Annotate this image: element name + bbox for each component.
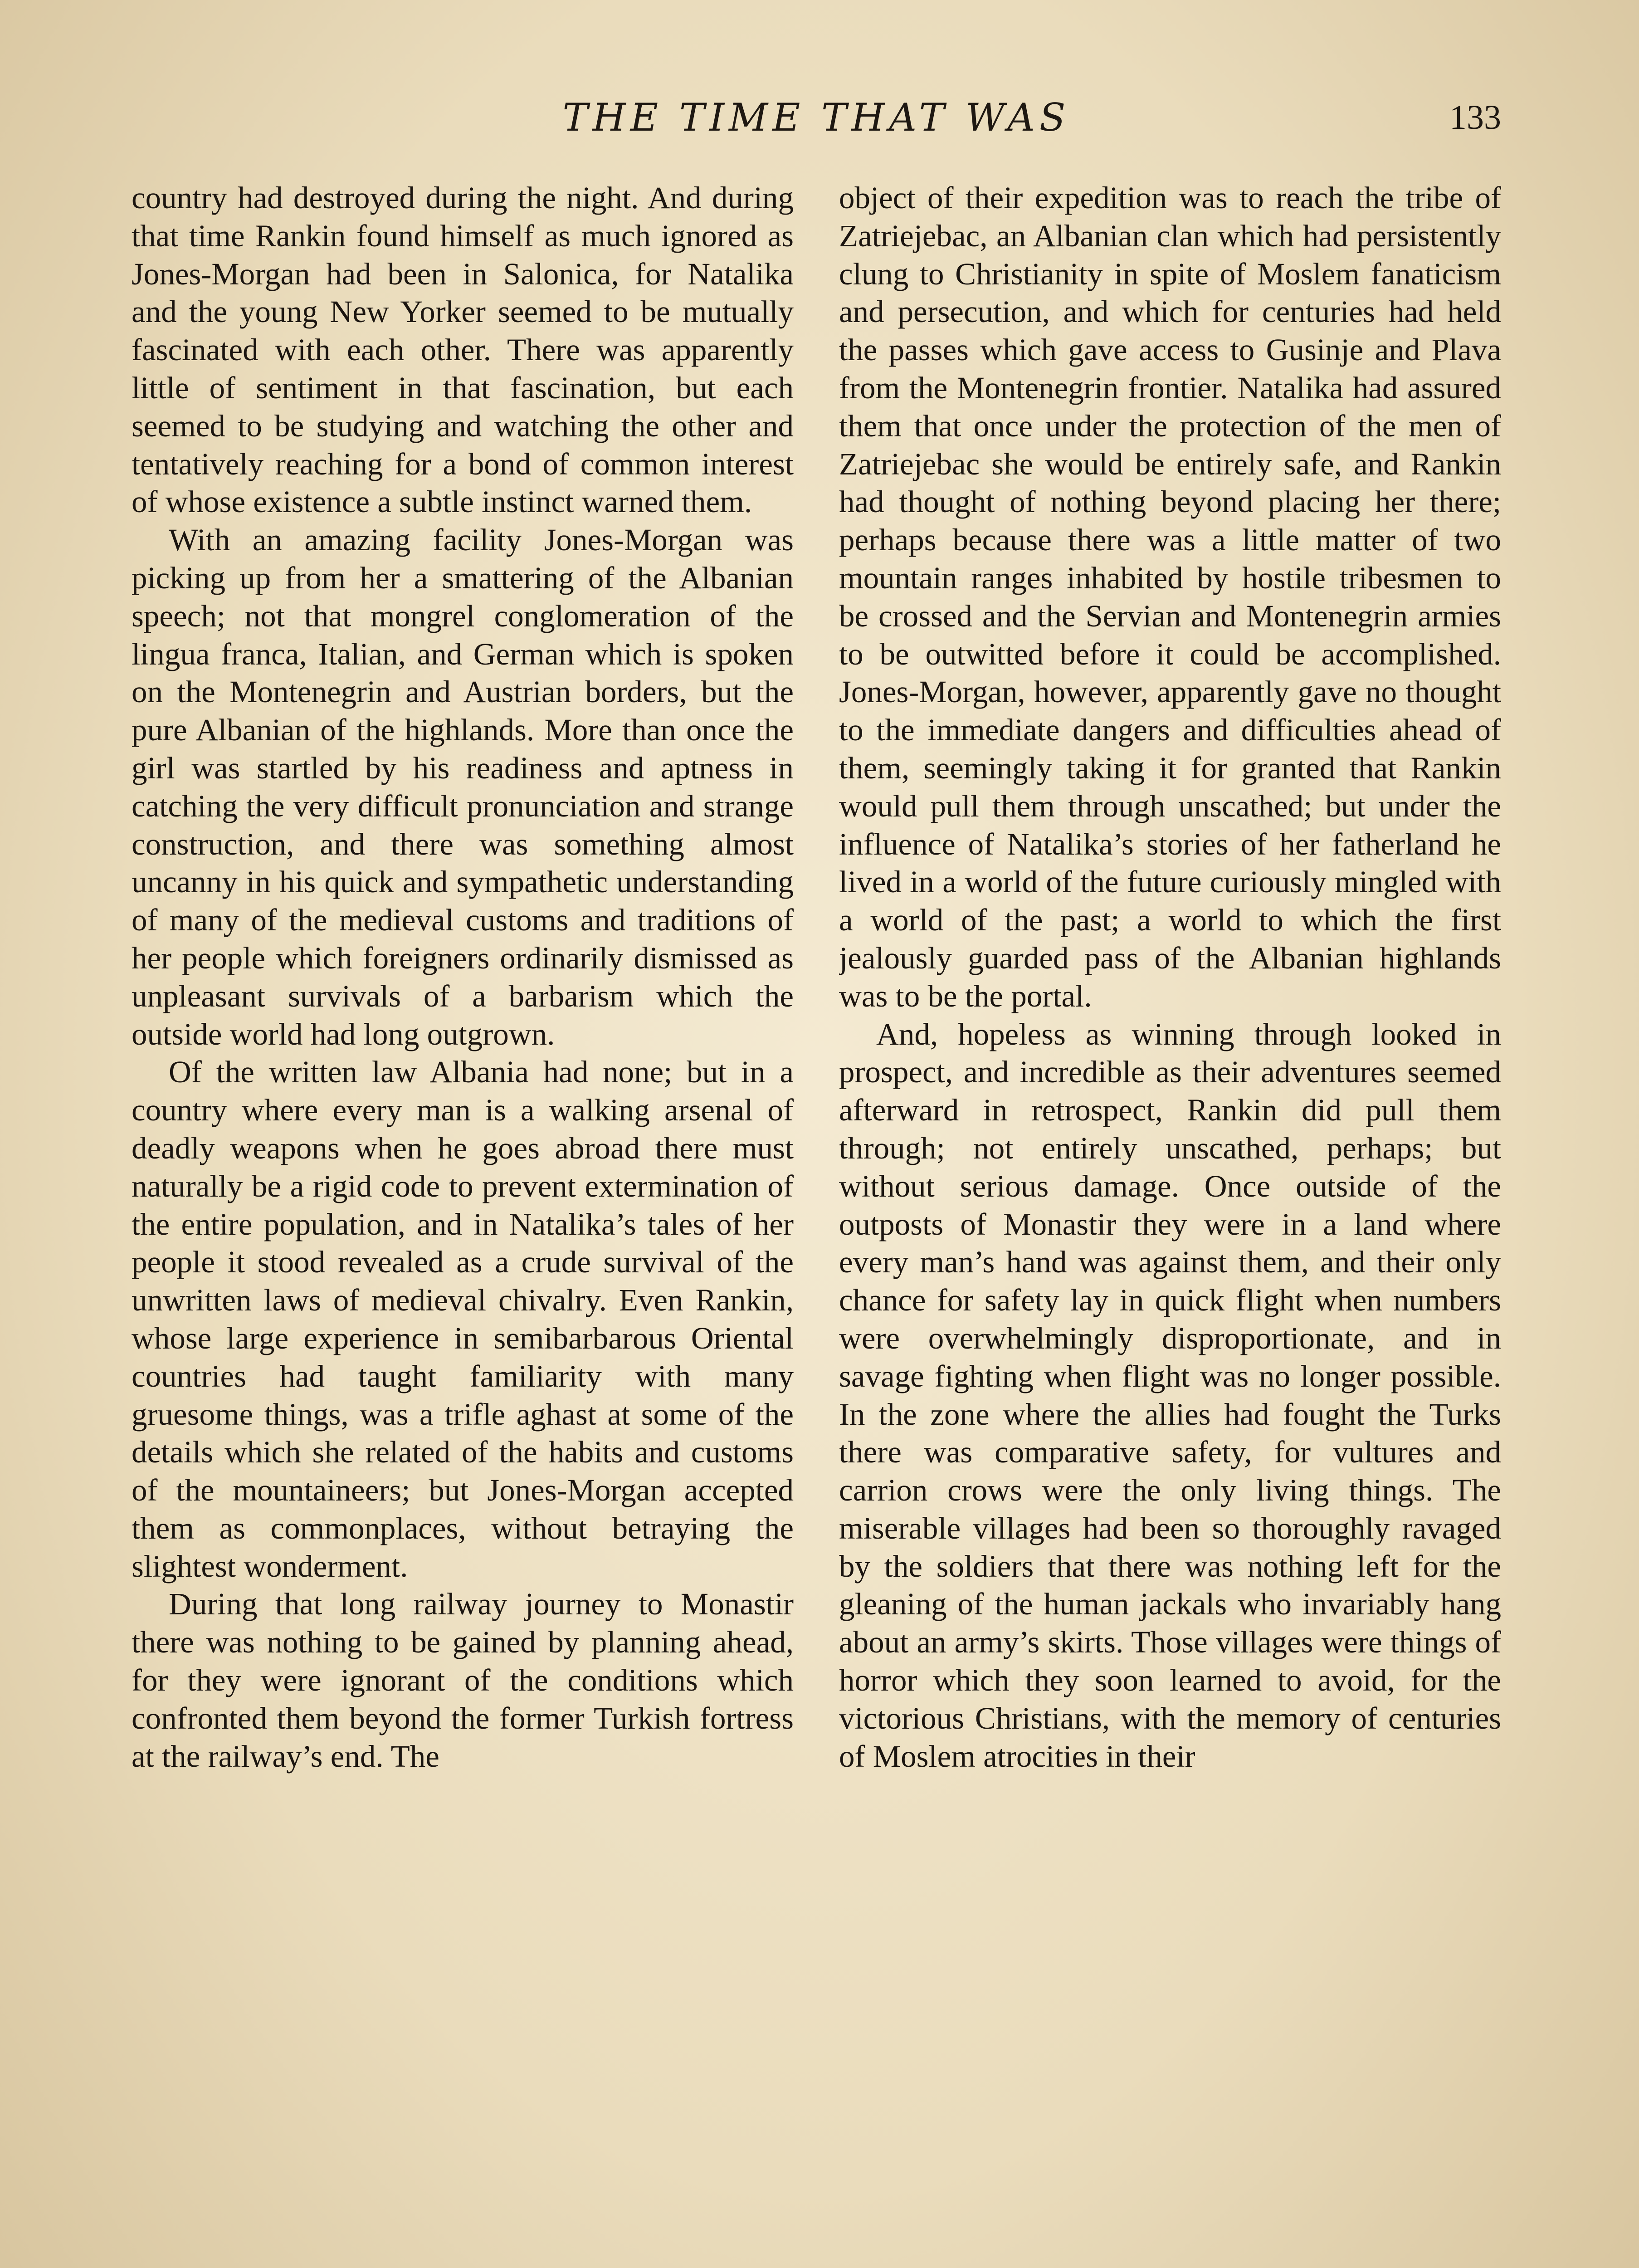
right-column bbox=[839, 179, 1501, 2268]
paragraph: country had destroyed during the night. And during that time Rankin found himself as much ignored as Jones-Morgan had been in Salonica, for Natalika and the young New Yorker seemed to be mutually fascinated with each other. There was apparently little of sentiment in that fascination, but each seemed to be studying and watching the other and tentatively reaching for a bond of common interest of whose existence a subtle instinct warned them. bbox=[132, 181, 794, 519]
paragraph: During that long railway journey to Monastir there was nothing to be gained by planning ahead, for they were ignorant of the conditions which confronted them beyond the former Turkish fortress at the railway’s end. The bbox=[132, 1587, 794, 1774]
paragraph: object of their expedition was to reach the tribe of Zatriejebac, an Albanian clan which had persistently clung to Christianity in spite of Moslem fanaticism and persecution, and which for centuries had held the passes which gave access to Gusinje and Plava from the Montenegrin frontier. Natalika had assured them that once under the protection of the men of Zatriejebac she would be entirely safe, and Rankin had thought of nothing beyond placing her there; perhaps because there was a little matter of two mountain ranges inhabited by hostile tribesmen to be crossed and the Servian and Montenegrin armies to be outwitted before it could be accomplished. Jones-Morgan, however, apparently gave no thought to the immediate dangers and difficulties ahead of them, seemingly taking it for granted that Rankin would pull them through unscathed; but under the influence of Natalika’s stories of her fatherland he lived in a world of the future curiously mingled with a world of the past; a world to which the first jealously guarded pass of the Albanian highlands was to be the portal. bbox=[839, 181, 1501, 1013]
page-number: 133 bbox=[1449, 98, 1501, 137]
left-column bbox=[132, 179, 794, 2268]
page-header bbox=[132, 95, 1501, 150]
paragraph: Of the written law Albania had none; but in a country where every man is a walking arsenal of deadly weapons when he goes abroad there must naturally be a rigid code to prevent extermination of the entire population, and in Natalika’s tales of her people it stood revealed as a crude survival of the unwritten laws of medieval chivalry. Even Rankin, whose large experience in semibarbarous Oriental countries had taught familiarity with many gruesome things, was a trifle aghast at some of the details which she related of the habits and customs of the mountaineers; but Jones-Morgan accepted them as commonplaces, without betraying the slightest wonderment. bbox=[132, 1055, 794, 1584]
paragraph: And, hopeless as winning through looked in prospect, and incredible as their adventures seemed afterward in retrospect, Rankin did pull them through; not entirely unscathed, perhaps; but without serious damage. Once outside of the outposts of Monastir they were in a land where every man’s hand was against them, and their only chance for safety lay in quick flight when numbers were overwhelmingly disproportionate, and in savage fighting when flight was no longer possible. In the zone where the allies had fought the Turks there was comparative safety, for vultures and carrion crows were the only living things. The miserable villages had been so thoroughly ravaged by the soldiers that there was nothing left for the gleaning of the human jackals who invariably hang about an army’s skirts. Those villages were things of horror which they soon learned to avoid, for the victorious Christians, with the memory of centuries of Moslem atrocities in their bbox=[839, 1017, 1501, 1774]
running-head: THE TIME THAT WAS bbox=[562, 95, 1070, 140]
text-columns bbox=[132, 179, 1501, 2268]
paragraph: With an amazing facility Jones-Morgan was picking up from her a smattering of the Albanian speech; not that mongrel conglomeration of the lingua franca, Italian, and German which is spoken on the Montenegrin and Austrian borders, but the pure Albanian of the highlands. More than once the girl was startled by his readiness and aptness in catching the very difficult pronunciation and strange construction, and there was something almost uncanny in his quick and sympathetic understanding of many of the medieval customs and traditions of her people which foreigners ordinarily dismissed as unpleasant survivals of a barbarism which the outside world had long outgrown. bbox=[132, 523, 794, 1051]
